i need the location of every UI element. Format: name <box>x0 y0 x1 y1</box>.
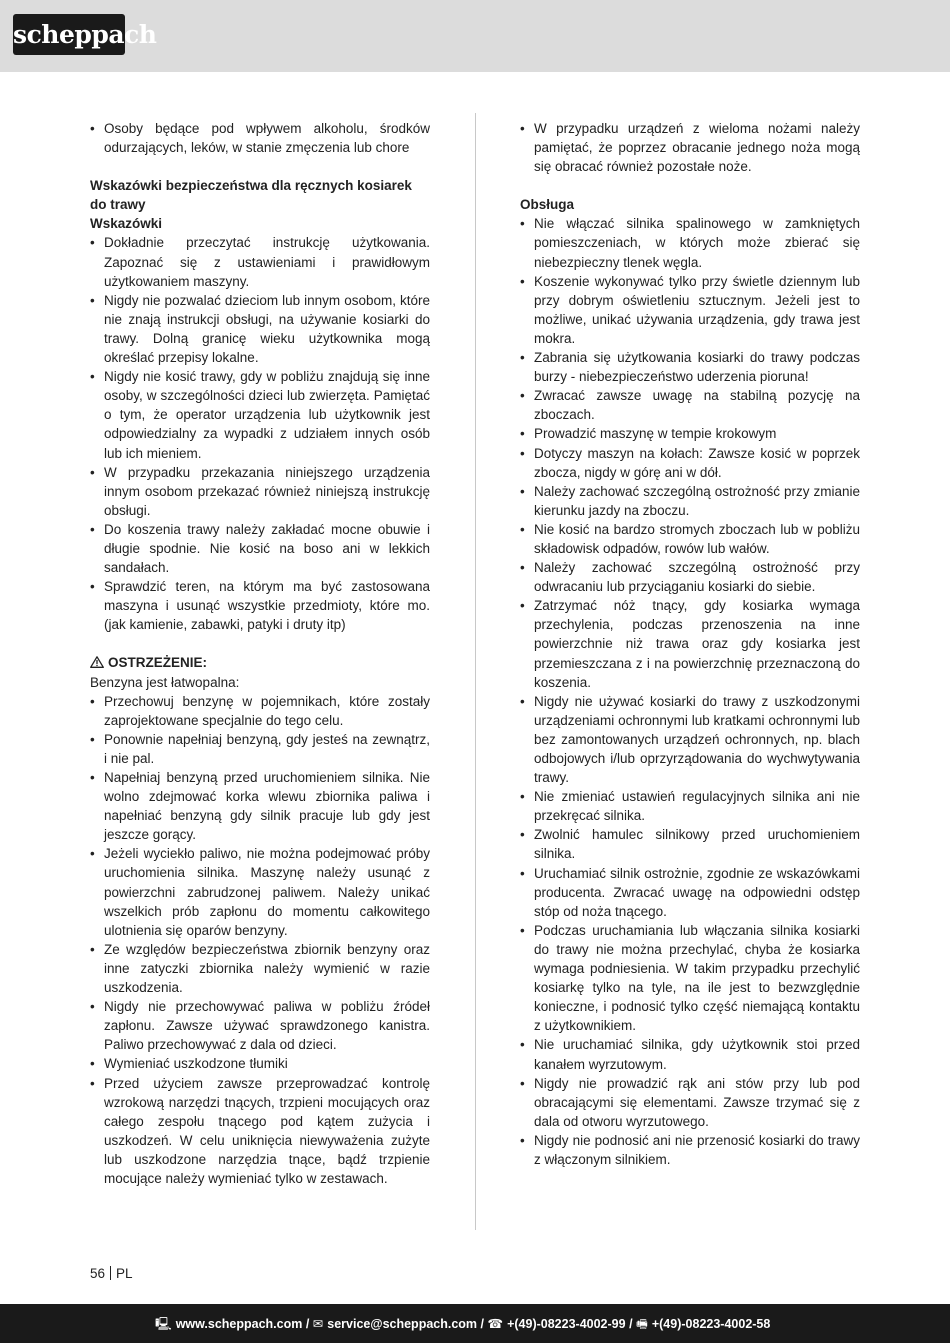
language-code: PL <box>116 1266 133 1281</box>
list-item: • Zwolnić hamulec silnikowy przed uruchomieniem silnika. <box>520 825 860 863</box>
section-title-operation: Obsługa <box>520 197 575 213</box>
warning-heading <box>90 653 430 672</box>
list-item: • Wymieniać uszkodzone tłumiki <box>90 1054 430 1073</box>
page-number-label <box>90 1266 133 1281</box>
list-item: • Dokładnie przeczytać instrukcję użytkowania. Zapoznać się z ustawieniami i prawidłowym użytkowaniem maszyny. <box>90 233 430 290</box>
right-intro-list <box>520 119 860 176</box>
list-item: • Osoby będące pod wpływem alkoholu, środków odurzających, leków, w stanie zmęczenia lub chore <box>90 119 430 157</box>
list-item: • Prowadzić maszynę w tempie krokowym <box>520 424 860 443</box>
fax-icon: 🖷 <box>636 1317 648 1331</box>
list-item: • W przypadku przekazania niniejszego urządzenia innym osobom przekazać również niniejszą instrukcję obsługi. <box>90 463 430 520</box>
list-item: • Koszenie wykonywać tylko przy świetle dziennym lub przy dobrym oświetleniu sztucznym. Jeżeli jest to możliwe, unikać używania urządzenia, gdy trawa jest mokra. <box>520 272 860 348</box>
list-item: • Podczas uruchamiania lub włączania silnika kosiarki do trawy nie można przechylać, chyba że kosiarka wymaga podniesienia. W takim przypadku przechylić kosiarkę tylko na tyle, na ile jest to bezwzględnie konieczne, i podnosić tylko część niemającą kontaktu z użytkownikiem. <box>520 921 860 1036</box>
warning-title: OSTRZEŻENIE: <box>108 655 208 671</box>
list-item: • Sprawdzić teren, na którym ma być zastosowana maszyna i usunąć wszystkie przedmioty, które mo. (jak kamienie, zabawki, patyki i druty itp) <box>90 577 430 634</box>
list-item: • Nigdy nie pozwalać dzieciom lub innym osobom, które nie znają instrukcji obsługi, na używanie kosiarki do trawy. Dolną granicę wieku użytkownika mogą określać przepisy lokalne. <box>90 291 430 367</box>
list-item: • Zatrzymać nóż tnący, gdy kosiarka wymaga przechylenia, podczas przenoszenia na inne powierzchnie niż trawa oraz gdy kosiarka jest przemieszczana z i na powierzchnię przeznaczoną do koszenia. <box>520 596 860 691</box>
column-divider <box>475 113 476 1230</box>
scheppach-logo: scheppach <box>13 14 125 55</box>
list-item: • Dotyczy maszyn na kołach: Zawsze kosić w poprzek zbocza, nigdy w górę ani w dół. <box>520 444 860 482</box>
list-item: • Nigdy nie prowadzić rąk ani stów przy lub pod obracającymi się elementami. Zawsze trzymać się z dala od otworu wyrzutowego. <box>520 1074 860 1131</box>
list-item: • Nie kosić na bardzo stromych zboczach lub w pobliżu składowisk odpadów, rowów lub wałów. <box>520 520 860 558</box>
list-item: • Zabrania się użytkowania kosiarki do trawy podczas burzy - niebezpieczeństwo uderzenia pioruna! <box>520 348 860 386</box>
list-item: • Nie zmieniać ustawień regulacyjnych silnika ani nie przekręcać silnika. <box>520 787 860 825</box>
list-item: • Należy zachować szczególną ostrożność przy zmianie kierunku jazdy na zboczu. <box>520 482 860 520</box>
list-item: • Ponownie napełniaj benzyną, gdy jesteś na zewnątrz, i nie pal. <box>90 730 430 768</box>
left-intro-list <box>90 119 430 157</box>
list-item: • Zwracać zawsze uwagę na stabilną pozycję na zboczach. <box>520 386 860 424</box>
list-item: • Uruchamiać silnik ostrożnie, zgodnie ze wskazówkami producenta. Zwracać uwagę na odpowiedni odstęp stóp od noża tnącego. <box>520 864 860 921</box>
list-item: • Nie włączać silnika spalinowego w zamkniętych pomieszczeniach, w których może zbierać się niebezpieczny tlenek węgla. <box>520 214 860 271</box>
footer-bar <box>0 1304 950 1343</box>
warning-intro: Benzyna jest łatwopalna: <box>90 674 240 690</box>
contact-line: 🖳 www.scheppach.com / ✉ service@scheppach.com / ☎ +(49)-08223-4002-99 / 🖷 +(49)-08223-4002-58 <box>155 1317 771 1331</box>
warning-list <box>90 692 430 1188</box>
list-item: • W przypadku urządzeń z wieloma nożami należy pamiętać, że poprzez obracanie jednego noża mogą się obracać również pozostałe noże. <box>520 119 860 176</box>
section-title-safety: Wskazówki bezpieczeństwa dla ręcznych kosiarek do trawy <box>90 178 412 213</box>
tips-list <box>90 233 430 634</box>
list-item: • Nie uruchamiać silnika, gdy użytkownik stoi przed kanałem wyrzutowym. <box>520 1035 860 1073</box>
left-column <box>90 119 430 1188</box>
warning-triangle-icon <box>90 656 104 668</box>
operation-list <box>520 214 860 1169</box>
website-link[interactable]: www.scheppach.com <box>175 1317 303 1331</box>
list-item: • Nigdy nie podnosić ani nie przenosić kosiarki do trawy z włączonym silnikiem. <box>520 1131 860 1169</box>
list-item: • Ze względów bezpieczeństwa zbiornik benzyny oraz inne zatyczki zbiornika należy wymienić w razie uszkodzenia. <box>90 940 430 997</box>
phone-number[interactable]: +(49)-08223-4002-99 <box>507 1317 626 1331</box>
page-header <box>0 0 950 72</box>
list-item: • Przechowuj benzynę w pojemnikach, które zostały zaprojektowane specjalnie do tego celu. <box>90 692 430 730</box>
list-item: • Napełniaj benzyną przed uruchomieniem silnika. Nie wolno zdejmować korka wlewu zbiornika paliwa i napełniać benzyną gdy silnik pracuje lub gdy jest jeszcze gorący. <box>90 768 430 844</box>
list-item: • Nigdy nie używać kosiarki do trawy z uszkodzonymi urządzeniami ochronnymi lub kratkami ochronnymi lub bez zamontowanych urządzeń ochronnych, np. blach odbojowych i/lub oprzyrządowania do wychwytywania trawy. <box>520 692 860 787</box>
computer-icon: 🖳 <box>155 1317 172 1331</box>
list-item: • Należy zachować szczególną ostrożność przy odwracaniu lub przyciąganiu kosiarki do siebie. <box>520 558 860 596</box>
list-item: • Jeżeli wyciekło paliwo, nie można podejmować próby uruchomienia silnika. Maszynę należy usunąć z powierzchni zabrudzonej paliwem. Należy unikać wszelkich prób zapłonu do momentu całkowitego ulotnienia się oparów benzyny. <box>90 844 430 939</box>
subsection-title-tips: Wskazówki <box>90 216 163 232</box>
list-item: • Nigdy nie przechowywać paliwa w pobliżu źródeł zapłonu. Zawsze używać sprawdzonego kanistra. Paliwo przechowywać z dala od dzieci. <box>90 997 430 1054</box>
email-link[interactable]: service@scheppach.com <box>327 1317 478 1331</box>
list-item: • Do koszenia trawy należy zakładać mocne obuwie i długie spodnie. Nie kosić na boso ani w lekkich sandałach. <box>90 520 430 577</box>
mail-icon: ✉ <box>312 1317 324 1331</box>
right-column <box>520 119 860 1169</box>
page-number: 56 <box>90 1266 106 1281</box>
list-item: • Przed użyciem zawsze przeprowadzać kontrolę wzrokową narzędzi tnących, trzpieni mocujących oraz całego zespołu tnącego pod kątem zużycia i uszkodzeń. W celu uniknięcia niewyważenia zużyte lub uszkodzone narzędzia tnące, bądź trzpienie mocujące należy wymieniać tylko w zestawach. <box>90 1074 430 1189</box>
list-item: • Nigdy nie kosić trawy, gdy w pobliżu znajdują się inne osoby, w szczególności dzieci lub zwierzęta. Pamiętać o tym, że operator urządzenia lub użytkownik jest odpowiedzialny za wypadki z udziałem innych osób lub ich mieniem. <box>90 367 430 462</box>
phone-icon: ☎ <box>487 1317 504 1331</box>
fax-number: +(49)-08223-4002-58 <box>651 1317 771 1331</box>
